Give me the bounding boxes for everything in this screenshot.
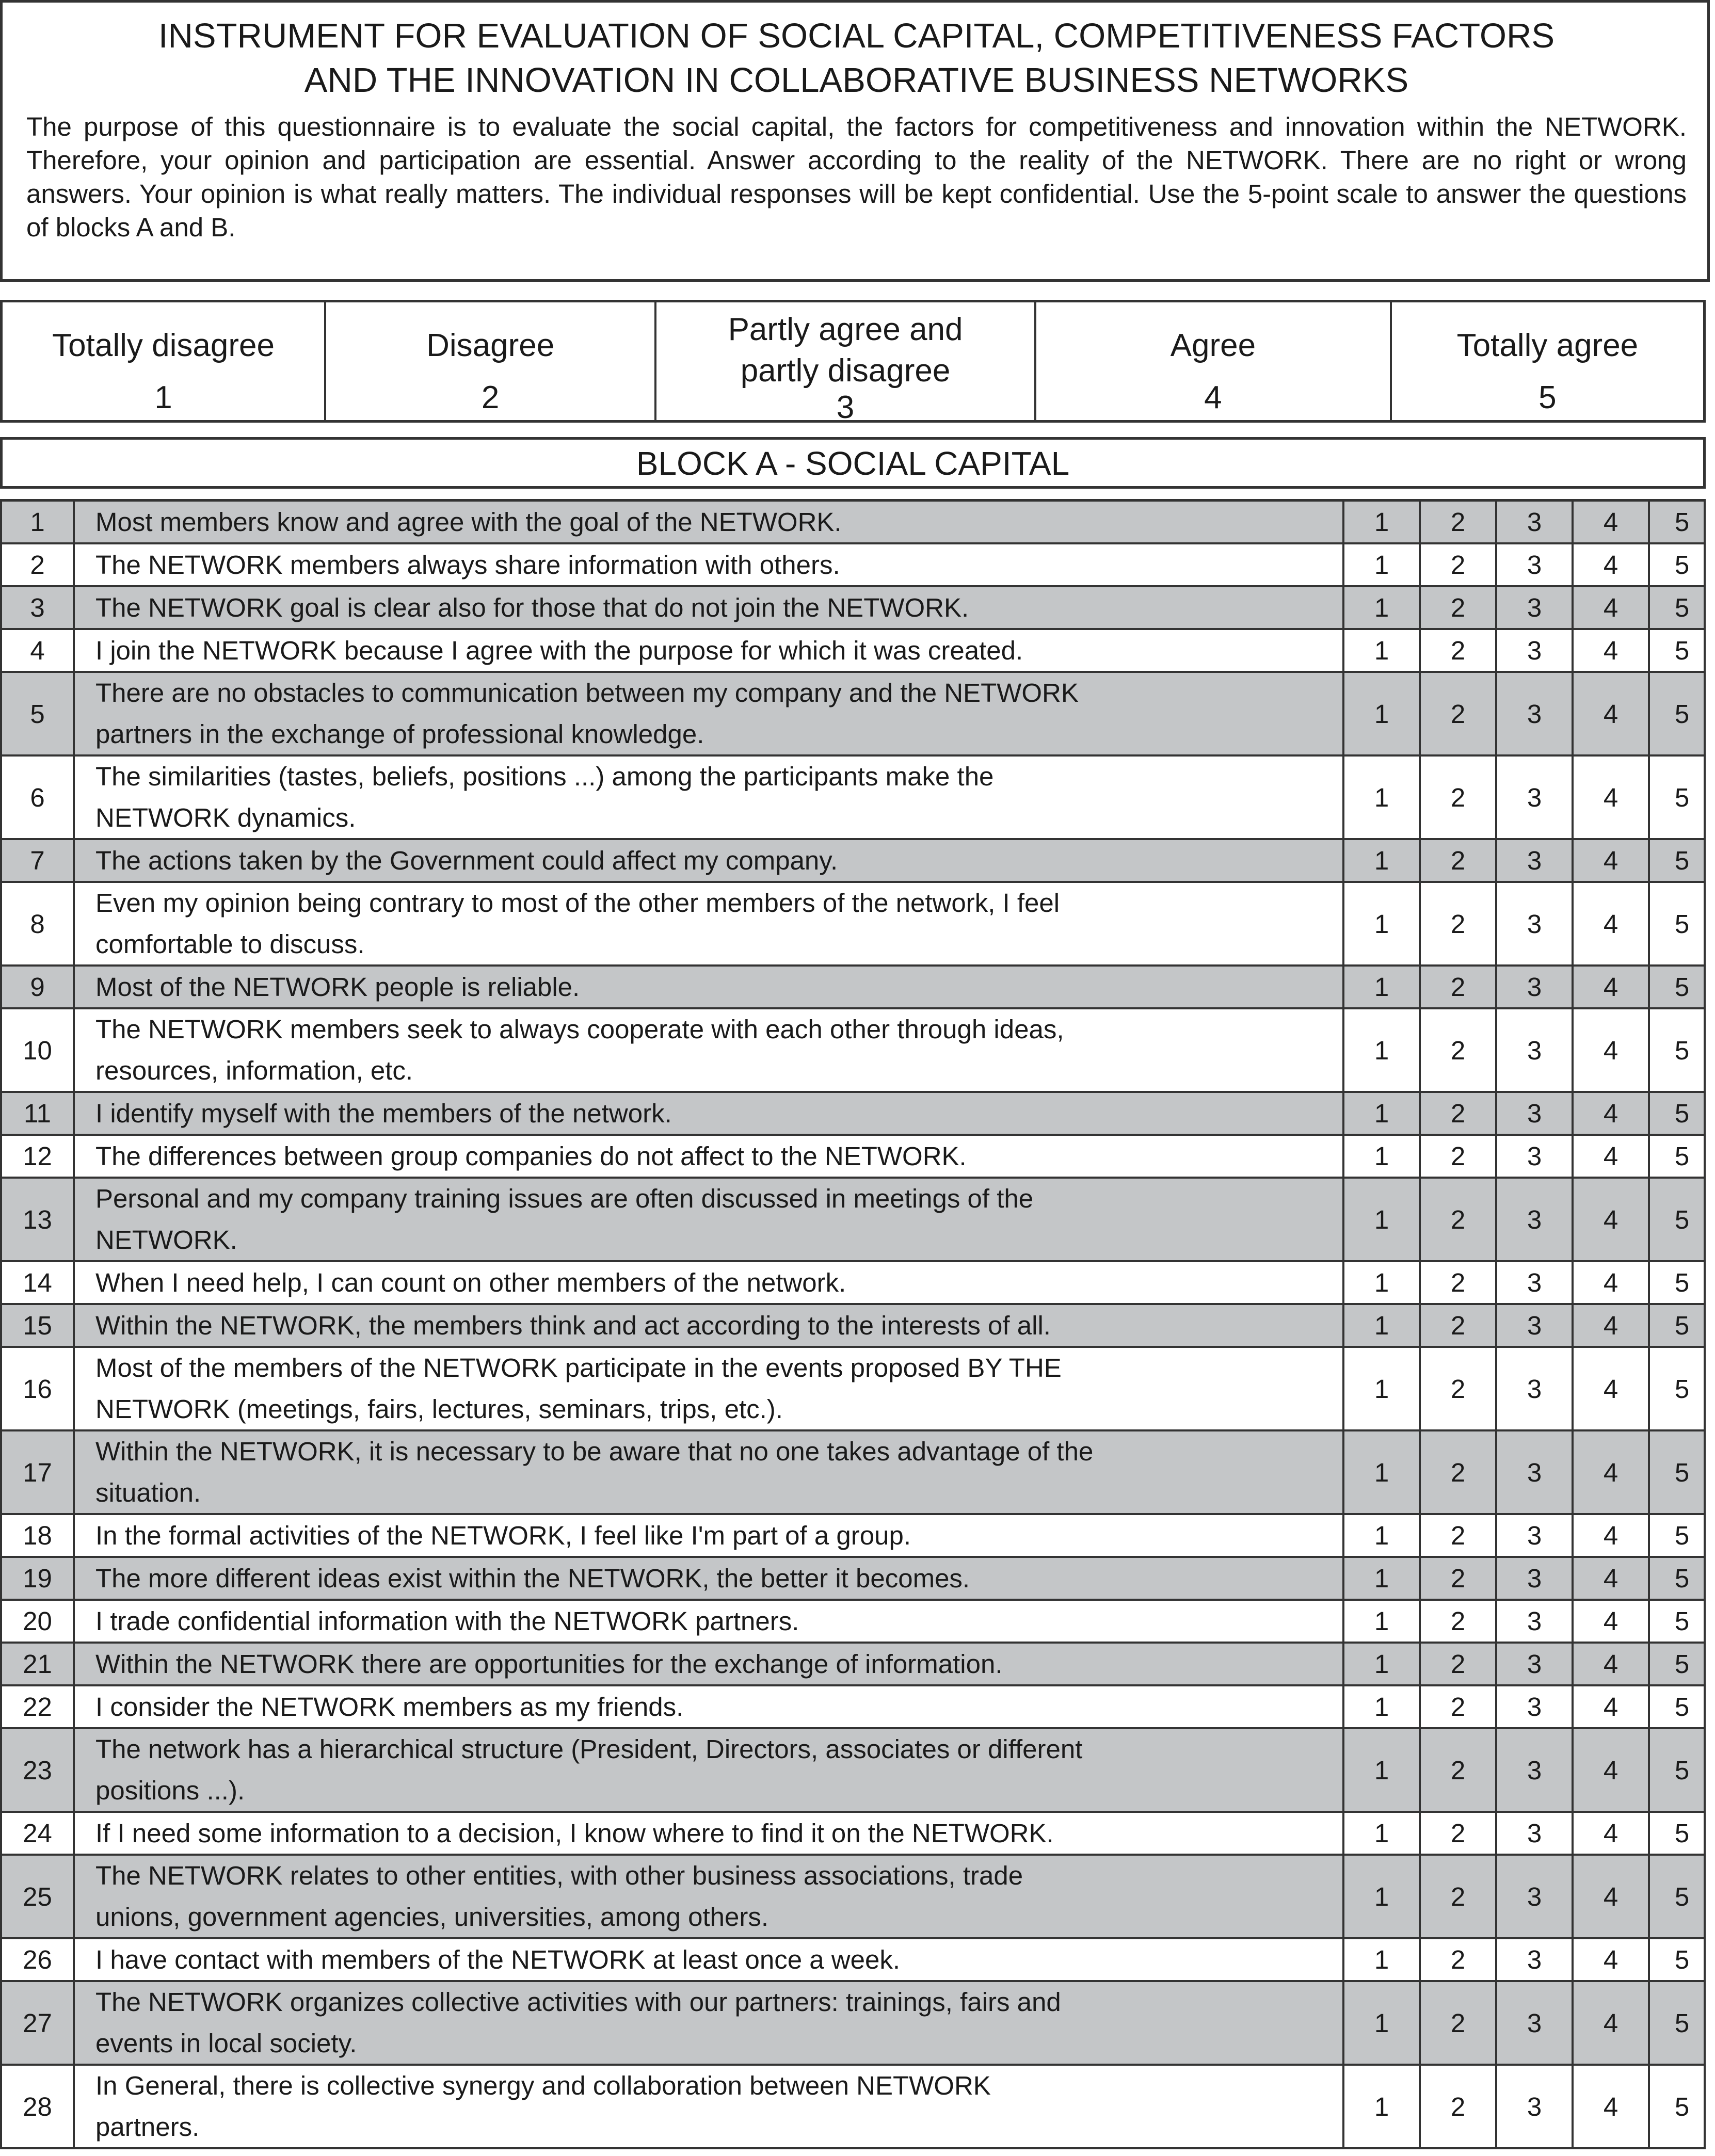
question-text-content: Most of the members of the NETWORK participate in the events proposed BY THE NETWORK (meetings, fairs, lectures, seminars, trips, etc.).	[95, 1353, 1062, 1424]
rating-option-4[interactable]: 4	[1574, 1813, 1650, 1854]
rating-option-1[interactable]: 1	[1344, 1601, 1421, 1642]
rating-option-3[interactable]: 3	[1497, 1729, 1574, 1811]
scale-label: Partly agree and partly disagree	[728, 312, 963, 389]
question-row	[0, 1982, 1706, 2066]
rating-option-1[interactable]: 1	[1344, 673, 1421, 754]
question-text-content: The NETWORK members seek to always cooperate with each other through ideas, resources, information, etc.	[95, 1015, 1064, 1085]
rating-option-4[interactable]: 4	[1574, 1262, 1650, 1303]
question-number: 11	[2, 1093, 75, 1134]
question-text	[75, 1939, 1344, 1980]
question-text-content: Within the NETWORK there are opportunities for the exchange of information.	[95, 1649, 1003, 1679]
rating-option-3[interactable]: 3	[1497, 1856, 1574, 1937]
rating-option-3[interactable]: 3	[1497, 502, 1574, 542]
question-text	[75, 1729, 1344, 1811]
scale-value: 2	[481, 380, 500, 415]
rating-option-1[interactable]: 1	[1344, 1431, 1421, 1513]
question-row	[0, 2066, 1706, 2149]
question-row	[0, 1262, 1706, 1305]
rating-option-4[interactable]: 4	[1574, 757, 1650, 838]
rating-option-4[interactable]: 4	[1574, 1686, 1650, 1727]
rating-option-5[interactable]: 5	[1674, 1099, 1690, 1128]
rating-option-3[interactable]: 3	[1497, 1515, 1574, 1556]
rating-option-5[interactable]: 5	[1674, 593, 1690, 622]
rating-option-2[interactable]: 2	[1421, 1262, 1497, 1303]
rating-option-4[interactable]: 4	[1574, 840, 1650, 881]
rating-option-4[interactable]: 4	[1574, 1558, 1650, 1599]
question-text-content: Most members know and agree with the goal of the NETWORK.	[95, 507, 842, 537]
rating-option-1[interactable]: 1	[1344, 1644, 1421, 1684]
question-number: 16	[2, 1348, 75, 1429]
question-text	[75, 1601, 1344, 1642]
rating-option-3[interactable]: 3	[1497, 967, 1574, 1007]
scale-label: Totally disagree	[52, 327, 275, 363]
rating-option-2[interactable]: 2	[1421, 1305, 1497, 1346]
question-number: 5	[2, 673, 75, 754]
question-text-content: The similarities (tastes, beliefs, positions ...) among the participants make the NETWORK dynamics.	[95, 762, 994, 832]
question-row	[0, 1939, 1706, 1982]
rating-option-5[interactable]: 5	[1674, 1945, 1690, 1974]
scale-label: Totally agree	[1456, 327, 1639, 363]
rating-option-3[interactable]: 3	[1497, 757, 1574, 838]
scale-value: 1	[154, 380, 172, 415]
question-row	[0, 673, 1706, 757]
question-row	[0, 967, 1706, 1009]
rating-option-1[interactable]: 1	[1344, 1305, 1421, 1346]
rating-option-4[interactable]: 4	[1574, 1136, 1650, 1177]
question-number: 17	[2, 1431, 75, 1513]
question-row	[0, 630, 1706, 673]
rating-option-5[interactable]: 5	[1674, 1035, 1690, 1065]
scale-option-1	[3, 302, 326, 420]
rating-option-4[interactable]: 4	[1574, 502, 1650, 542]
rating-option-1[interactable]: 1	[1344, 1348, 1421, 1429]
question-text	[75, 544, 1344, 585]
rating-option-4[interactable]: 4	[1574, 1601, 1650, 1642]
rating-option-2[interactable]: 2	[1421, 1515, 1497, 1556]
rating-option-4[interactable]: 4	[1574, 544, 1650, 585]
rating-option-1[interactable]: 1	[1344, 1939, 1421, 1980]
rating-option-3[interactable]: 3	[1497, 1939, 1574, 1980]
rating-option-2[interactable]: 2	[1421, 544, 1497, 585]
rating-option-3[interactable]: 3	[1497, 587, 1574, 628]
rating-scale-legend	[0, 300, 1706, 423]
question-text	[75, 1515, 1344, 1556]
question-row	[0, 1179, 1706, 1262]
rating-option-1[interactable]: 1	[1344, 1856, 1421, 1937]
rating-option-5[interactable]: 5	[1674, 699, 1690, 729]
rating-option-2[interactable]: 2	[1421, 1009, 1497, 1091]
question-number: 8	[2, 883, 75, 964]
rating-option-5[interactable]: 5	[1674, 1141, 1690, 1171]
question-text	[75, 502, 1344, 542]
question-text-content: In the formal activities of the NETWORK, I feel like I'm part of a group.	[95, 1520, 911, 1550]
rating-option-4[interactable]: 4	[1574, 630, 1650, 671]
question-number: 14	[2, 1262, 75, 1303]
question-text	[75, 1982, 1344, 2064]
rating-option-2[interactable]: 2	[1421, 967, 1497, 1007]
rating-option-3[interactable]: 3	[1497, 544, 1574, 585]
question-text	[75, 967, 1344, 1007]
rating-option-3[interactable]: 3	[1497, 2066, 1574, 2147]
rating-option-2[interactable]: 2	[1421, 1601, 1497, 1642]
rating-option-3[interactable]: 3	[1497, 1348, 1574, 1429]
question-number: 25	[2, 1856, 75, 1937]
question-text-content: In General, there is collective synergy and collaboration between NETWORK partners.	[95, 2071, 991, 2142]
rating-option-4[interactable]: 4	[1574, 1644, 1650, 1684]
rating-option-3[interactable]: 3	[1497, 1813, 1574, 1854]
scale-option-3	[656, 302, 1036, 425]
question-text-content: Within the NETWORK, it is necessary to be aware that no one takes advantage of the situation.	[95, 1437, 1094, 1507]
question-text	[75, 2066, 1344, 2147]
intro-box	[0, 0, 1710, 282]
question-text	[75, 1305, 1344, 1346]
rating-option-3[interactable]: 3	[1497, 883, 1574, 964]
rating-option-3[interactable]: 3	[1497, 1305, 1574, 1346]
rating-option-4[interactable]: 4	[1574, 1305, 1650, 1346]
question-row	[0, 1431, 1706, 1515]
question-text-content: Even my opinion being contrary to most of the other members of the network, I feel comfortable to discuss.	[95, 888, 1060, 959]
question-text	[75, 1262, 1344, 1303]
rating-option-1[interactable]: 1	[1344, 1982, 1421, 2064]
rating-option-1[interactable]: 1	[1344, 1515, 1421, 1556]
rating-option-1[interactable]: 1	[1344, 1686, 1421, 1727]
question-text-content: The NETWORK organizes collective activities with our partners: trainings, fairs and events in local society.	[95, 1987, 1061, 2058]
question-text	[75, 840, 1344, 881]
question-text-content: I have contact with members of the NETWORK at least once a week.	[95, 1944, 900, 1974]
question-row	[0, 1093, 1706, 1136]
question-row	[0, 757, 1706, 840]
rating-option-2[interactable]: 2	[1421, 673, 1497, 754]
rating-option-4[interactable]: 4	[1574, 1179, 1650, 1260]
rating-option-1[interactable]: 1	[1344, 840, 1421, 881]
question-text	[75, 1179, 1344, 1260]
rating-option-5[interactable]: 5	[1674, 636, 1690, 665]
question-number: 1	[2, 502, 75, 542]
rating-option-5[interactable]: 5	[1674, 1606, 1690, 1636]
rating-option-4[interactable]: 4	[1574, 1348, 1650, 1429]
rating-option-2[interactable]: 2	[1421, 1136, 1497, 1177]
rating-option-5[interactable]: 5	[1674, 507, 1690, 537]
question-text-content: Most of the NETWORK people is reliable.	[95, 972, 580, 1002]
question-row	[0, 1601, 1706, 1644]
question-text	[75, 1136, 1344, 1177]
rating-option-2[interactable]: 2	[1421, 587, 1497, 628]
rating-option-2[interactable]: 2	[1421, 1982, 1497, 2064]
question-text	[75, 673, 1344, 754]
question-text-content: I consider the NETWORK members as my friends.	[95, 1692, 684, 1721]
rating-option-5[interactable]: 5	[1674, 1755, 1690, 1785]
question-row	[0, 544, 1706, 587]
rating-option-2[interactable]: 2	[1421, 757, 1497, 838]
rating-option-4[interactable]: 4	[1574, 587, 1650, 628]
rating-option-2[interactable]: 2	[1421, 1813, 1497, 1854]
question-text	[75, 883, 1344, 964]
rating-option-5[interactable]: 5	[1674, 1692, 1690, 1721]
question-text-content: There are no obstacles to communication between my company and the NETWORK partners in the exchange of professional knowledge.	[95, 678, 1079, 749]
question-text-content: The NETWORK members always share information with others.	[95, 550, 840, 580]
rating-option-5[interactable]: 5	[1674, 846, 1690, 875]
rating-option-2[interactable]: 2	[1421, 1686, 1497, 1727]
rating-option-5[interactable]: 5	[1674, 1204, 1690, 1234]
question-row	[0, 1644, 1706, 1686]
rating-option-2[interactable]: 2	[1421, 1093, 1497, 1134]
rating-option-2[interactable]: 2	[1421, 883, 1497, 964]
question-text	[75, 1813, 1344, 1854]
question-text	[75, 1686, 1344, 1727]
rating-option-2[interactable]: 2	[1421, 1558, 1497, 1599]
question-row	[0, 1729, 1706, 1813]
rating-option-4[interactable]: 4	[1574, 1515, 1650, 1556]
rating-option-1[interactable]: 1	[1344, 1813, 1421, 1854]
question-text-content: Within the NETWORK, the members think and act according to the interests of all.	[95, 1310, 1051, 1340]
rating-option-3[interactable]: 3	[1497, 840, 1574, 881]
question-number: 28	[2, 2066, 75, 2147]
question-number: 3	[2, 587, 75, 628]
question-text-content: The NETWORK relates to other entities, with other business associations, trade unions, government agencies, universities, among others.	[95, 1861, 1023, 1932]
rating-option-1[interactable]: 1	[1344, 502, 1421, 542]
rating-option-1[interactable]: 1	[1344, 2066, 1421, 2147]
rating-option-5[interactable]: 5	[1674, 1649, 1690, 1679]
rating-option-4[interactable]: 4	[1574, 1939, 1650, 1980]
rating-option-3[interactable]: 3	[1497, 1431, 1574, 1513]
rating-option-4[interactable]: 4	[1574, 1431, 1650, 1513]
question-row	[0, 1305, 1706, 1348]
scale-option-2	[326, 302, 656, 420]
rating-option-2[interactable]: 2	[1421, 1431, 1497, 1513]
question-text-content: The actions taken by the Government could affect my company.	[95, 845, 838, 875]
question-row	[0, 587, 1706, 630]
question-text-content: The differences between group companies do not affect to the NETWORK.	[95, 1141, 967, 1171]
question-number: 6	[2, 757, 75, 838]
question-row	[0, 1515, 1706, 1558]
question-number: 13	[2, 1179, 75, 1260]
rating-option-1[interactable]: 1	[1344, 1009, 1421, 1091]
block-a-title: BLOCK A - SOCIAL CAPITAL	[0, 437, 1706, 489]
question-number: 22	[2, 1686, 75, 1727]
rating-option-4[interactable]: 4	[1574, 673, 1650, 754]
rating-option-3[interactable]: 3	[1497, 1601, 1574, 1642]
question-number: 24	[2, 1813, 75, 1854]
rating-option-5[interactable]: 5	[1674, 2091, 1690, 2121]
rating-option-2[interactable]: 2	[1421, 2066, 1497, 2147]
rating-option-2[interactable]: 2	[1421, 1729, 1497, 1811]
rating-option-4[interactable]: 4	[1574, 1009, 1650, 1091]
question-number: 26	[2, 1939, 75, 1980]
rating-option-2[interactable]: 2	[1421, 1179, 1497, 1260]
question-number: 23	[2, 1729, 75, 1811]
rating-option-5[interactable]: 5	[1674, 972, 1690, 1002]
rating-option-5[interactable]: 5	[1674, 1521, 1690, 1550]
question-text-content: I trade confidential information with the NETWORK partners.	[95, 1606, 799, 1636]
question-number: 10	[2, 1009, 75, 1091]
rating-option-1[interactable]: 1	[1344, 883, 1421, 964]
scale-value: 3	[836, 390, 855, 425]
rating-option-2[interactable]: 2	[1421, 1939, 1497, 1980]
rating-option-4[interactable]: 4	[1574, 1093, 1650, 1134]
rating-option-3[interactable]: 3	[1497, 1686, 1574, 1727]
question-text	[75, 587, 1344, 628]
question-row	[0, 1009, 1706, 1093]
rating-option-2[interactable]: 2	[1421, 630, 1497, 671]
purpose-text: The purpose of this questionnaire is to evaluate the social capital, the factors for competitiveness and innovation within the NETWORK. Therefore, your opinion and participation are essential. Answer according to the reality of the NETWORK. There are no right or wrong answers. Your opinion is what really matters. The individual responses will be kept confidential. Use the 5-point scale to answer the questions of blocks A and B.	[26, 112, 1687, 242]
rating-option-3[interactable]: 3	[1497, 1009, 1574, 1091]
rating-option-5[interactable]: 5	[1674, 1311, 1690, 1340]
question-text-content: The network has a hierarchical structure (President, Directors, associates or different positions ...).	[95, 1734, 1083, 1805]
rating-option-1[interactable]: 1	[1344, 587, 1421, 628]
rating-option-1[interactable]: 1	[1344, 1729, 1421, 1811]
question-number: 21	[2, 1644, 75, 1684]
rating-option-5[interactable]: 5	[1674, 550, 1690, 580]
rating-option-4[interactable]: 4	[1574, 1729, 1650, 1811]
rating-option-3[interactable]: 3	[1497, 1262, 1574, 1303]
question-row	[0, 1348, 1706, 1431]
question-text	[75, 1644, 1344, 1684]
question-number: 18	[2, 1515, 75, 1556]
scale-label: Agree	[1170, 327, 1256, 363]
block-a-questions-table	[0, 499, 1706, 2149]
question-number: 15	[2, 1305, 75, 1346]
question-number: 12	[2, 1136, 75, 1177]
question-text	[75, 1093, 1344, 1134]
rating-option-5[interactable]: 5	[1674, 1268, 1690, 1297]
rating-option-1[interactable]: 1	[1344, 1262, 1421, 1303]
rating-option-3[interactable]: 3	[1497, 1179, 1574, 1260]
question-number: 27	[2, 1982, 75, 2064]
question-row	[0, 1136, 1706, 1179]
question-text	[75, 1348, 1344, 1429]
question-row	[0, 1856, 1706, 1939]
question-text	[75, 1431, 1344, 1513]
scale-value: 4	[1204, 380, 1222, 415]
question-row	[0, 840, 1706, 883]
rating-option-3[interactable]: 3	[1497, 1982, 1574, 2064]
rating-option-2[interactable]: 2	[1421, 1856, 1497, 1937]
rating-option-3[interactable]: 3	[1497, 1644, 1574, 1684]
question-text	[75, 1856, 1344, 1937]
question-text-content: I join the NETWORK because I agree with the purpose for which it was created.	[95, 635, 1023, 665]
question-text-content: Personal and my company training issues are often discussed in meetings of the NETWORK.	[95, 1184, 1034, 1254]
rating-option-3[interactable]: 3	[1497, 1558, 1574, 1599]
question-number: 19	[2, 1558, 75, 1599]
rating-option-1[interactable]: 1	[1344, 1136, 1421, 1177]
question-text-content: I identify myself with the members of the network.	[95, 1098, 672, 1128]
rating-option-3[interactable]: 3	[1497, 673, 1574, 754]
question-text	[75, 630, 1344, 671]
question-row	[0, 1558, 1706, 1601]
question-number: 7	[2, 840, 75, 881]
question-number: 4	[2, 630, 75, 671]
scale-value: 5	[1538, 380, 1557, 415]
question-row	[0, 1813, 1706, 1856]
scale-label: Disagree	[426, 327, 555, 363]
question-text-content: The more different ideas exist within the NETWORK, the better it becomes.	[95, 1563, 970, 1593]
rating-option-2[interactable]: 2	[1421, 1644, 1497, 1684]
rating-option-5[interactable]: 5	[1674, 909, 1690, 939]
rating-option-5[interactable]: 5	[1674, 1564, 1690, 1593]
rating-option-4[interactable]: 4	[1574, 967, 1650, 1007]
rating-option-3[interactable]: 3	[1497, 1093, 1574, 1134]
question-number: 20	[2, 1601, 75, 1642]
rating-option-5[interactable]: 5	[1674, 2008, 1690, 2038]
rating-option-3[interactable]: 3	[1497, 1136, 1574, 1177]
rating-option-1[interactable]: 1	[1344, 1558, 1421, 1599]
question-text-content: If I need some information to a decision, I know where to find it on the NETWORK.	[95, 1818, 1054, 1848]
rating-option-4[interactable]: 4	[1574, 1982, 1650, 2064]
rating-option-5[interactable]: 5	[1674, 1374, 1690, 1404]
rating-option-1[interactable]: 1	[1344, 630, 1421, 671]
rating-option-5[interactable]: 5	[1674, 1819, 1690, 1848]
rating-option-4[interactable]: 4	[1574, 2066, 1650, 2147]
questionnaire-title: INSTRUMENT FOR EVALUATION OF SOCIAL CAPITAL, COMPETITIVENESS FACTORS AND THE INNOVATION IN COLLABORATIVE BUSINESS NETWORKS	[158, 17, 1555, 100]
rating-option-1[interactable]: 1	[1344, 967, 1421, 1007]
rating-option-5[interactable]: 5	[1674, 782, 1690, 812]
question-text-content: The NETWORK goal is clear also for those that do not join the NETWORK.	[95, 592, 969, 622]
question-number: 9	[2, 967, 75, 1007]
question-row	[0, 1686, 1706, 1729]
rating-option-4[interactable]: 4	[1574, 1856, 1650, 1937]
rating-option-1[interactable]: 1	[1344, 757, 1421, 838]
question-number: 2	[2, 544, 75, 585]
rating-option-1[interactable]: 1	[1344, 544, 1421, 585]
question-text	[75, 757, 1344, 838]
question-text-content: When I need help, I can count on other members of the network.	[95, 1267, 846, 1297]
scale-option-5	[1392, 302, 1703, 420]
question-text	[75, 1009, 1344, 1091]
rating-option-2[interactable]: 2	[1421, 502, 1497, 542]
rating-option-3[interactable]: 3	[1497, 630, 1574, 671]
rating-option-1[interactable]: 1	[1344, 1179, 1421, 1260]
rating-option-5[interactable]: 5	[1674, 1881, 1690, 1911]
rating-option-4[interactable]: 4	[1574, 883, 1650, 964]
question-row	[0, 502, 1706, 544]
question-row	[0, 883, 1706, 967]
rating-option-2[interactable]: 2	[1421, 1348, 1497, 1429]
scale-option-4	[1036, 302, 1392, 420]
rating-option-5[interactable]: 5	[1674, 1457, 1690, 1487]
rating-option-1[interactable]: 1	[1344, 1093, 1421, 1134]
rating-option-2[interactable]: 2	[1421, 840, 1497, 881]
question-text	[75, 1558, 1344, 1599]
